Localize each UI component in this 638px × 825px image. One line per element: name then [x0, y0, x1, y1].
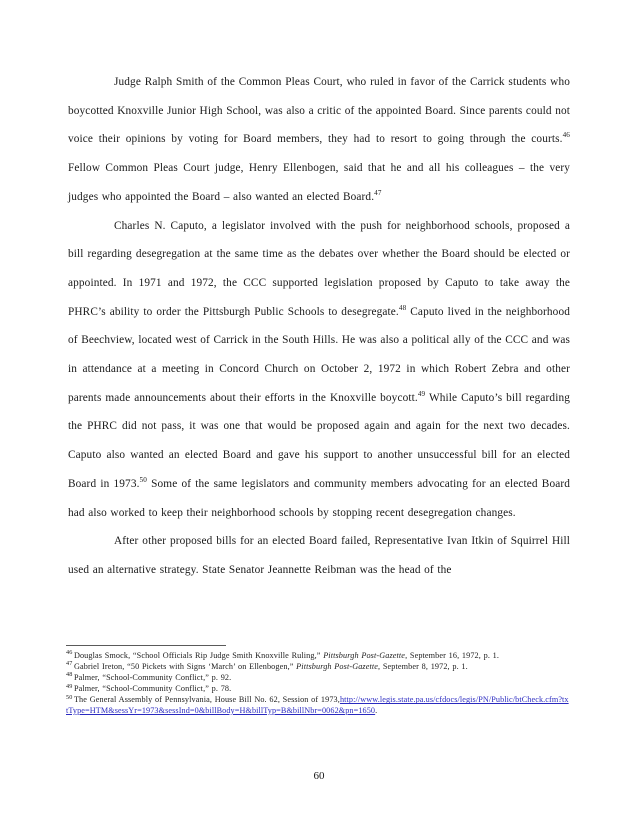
body-text-block	[68, 68, 570, 585]
paragraph-1: Judge Ralph Smith of the Common Pleas Court, who ruled in favor of the Carrick students who boycotted Knoxville Junior High School, was also a critic of the appointed Board. Since parents could not voice their opinions by voting for Board members, they had to resort to going through the courts.$^{46}$ Fellow Common Pleas Court judge, Henry Ellenbogen, said that he and all his colleagues – the very judges who appointed the Board – also wanted an elected Board.$^{47}$	[68, 76, 570, 203]
footnote-marker[interactable]: 47	[374, 189, 382, 198]
footnote-separator-rule	[66, 645, 226, 646]
paragraph-2: Charles N. Caputo, a legislator involved with the push for neighborhood schools, proposed a bill regarding desegregation at the same time as the debates over whether the Board should be elected or appointed. In 1971 and 1972, the CCC supported legislation proposed by Caputo to take away the PHRC’s ability to order the Pittsburgh Public Schools to desegregate.$^{48}$ Caputo lived in the neighborhood of Beechview, located west of Carrick in the South Hills. He was also a political ally of the CCC and was in attendance at a meeting in Concord Church on October 2, 1972 in which Robert Zebra and other parents made announcements about their efforts in the Knoxville boycott.$^{49}$ While Caputo’s bill regarding the PHRC did not pass, it was one that would be proposed again and again for the next two decades. Caputo also wanted an elected Board and gave his support to another unsuccessful bill for an elected Board in 1973.50 Some of the same legislators and community members advocating for an elected Board had also worked to keep their neighborhood schools by stopping recent desegregation changes.	[68, 219, 571, 519]
footnote-number: 46	[66, 649, 73, 657]
footnote-item: $^{50}$ The General Assembly of Pennsylvania, House Bill No. 62, Session of 1973,http://www.legis.state.pa.us/cfdocs/legis/PN/Public/btCheck.cfm?txtType=HTM&sessYr=1973&sessInd=0&billBody=H&billTyp=B&billNbr=0062&pn=1650.	[66, 693, 569, 715]
footnote-marker[interactable]: 50	[139, 476, 147, 485]
page-body-content	[68, 68, 570, 585]
footnote-item: $^{47}$ Gabriel Ireton, “50 Pickets with Signs ‘March’ on Ellenbogen,” Pittsburgh Post-Gazette, September 8, 1972, p. 1.	[66, 660, 468, 672]
footnote-list	[66, 651, 570, 717]
footnote-marker[interactable]: 46	[562, 131, 570, 140]
footnote-number: 47	[66, 660, 73, 668]
footnote-marker[interactable]: 48	[398, 303, 407, 312]
footnote-number: 49	[66, 682, 73, 690]
footnote-item: $^{46}$ Douglas Smock, “School Officials Rip Judge Smith Knoxville Ruling,” Pittsburgh Post-Gazette, September 16, 1972, p. 1.	[66, 649, 500, 660]
paragraph-3: After other proposed bills for an elected Board failed, Representative Ivan Itkin of Squirrel Hill used an alternative strategy. State Senator Jeannette Reibman was the head of the	[68, 535, 570, 576]
footnote-item: $^{48}$ Palmer, “School-Community Conflict,” p. 92.	[66, 671, 232, 683]
footnote-number: 50	[66, 693, 73, 701]
italic-title: Pittsburgh Post-Gazette	[296, 662, 379, 672]
italic-title: Pittsburgh Post-Gazette	[323, 651, 406, 660]
footnote-item: $^{49}$ Palmer, “School-Community Conflict,” p. 78.	[66, 682, 232, 694]
footnote-hyperlink[interactable]: http://www.legis.state.pa.us/cfdocs/legis/PN/Public/btCheck.cfm?txtType=HTM&sessYr=1973&sessInd=0&billBody=H&billTyp=B&billNbr=0062&pn=1650	[66, 695, 569, 715]
footnote-number: 48	[66, 671, 73, 679]
footnote-marker[interactable]: 49	[417, 389, 426, 398]
page-number: 60	[313, 770, 325, 782]
footnote-section	[66, 645, 570, 717]
